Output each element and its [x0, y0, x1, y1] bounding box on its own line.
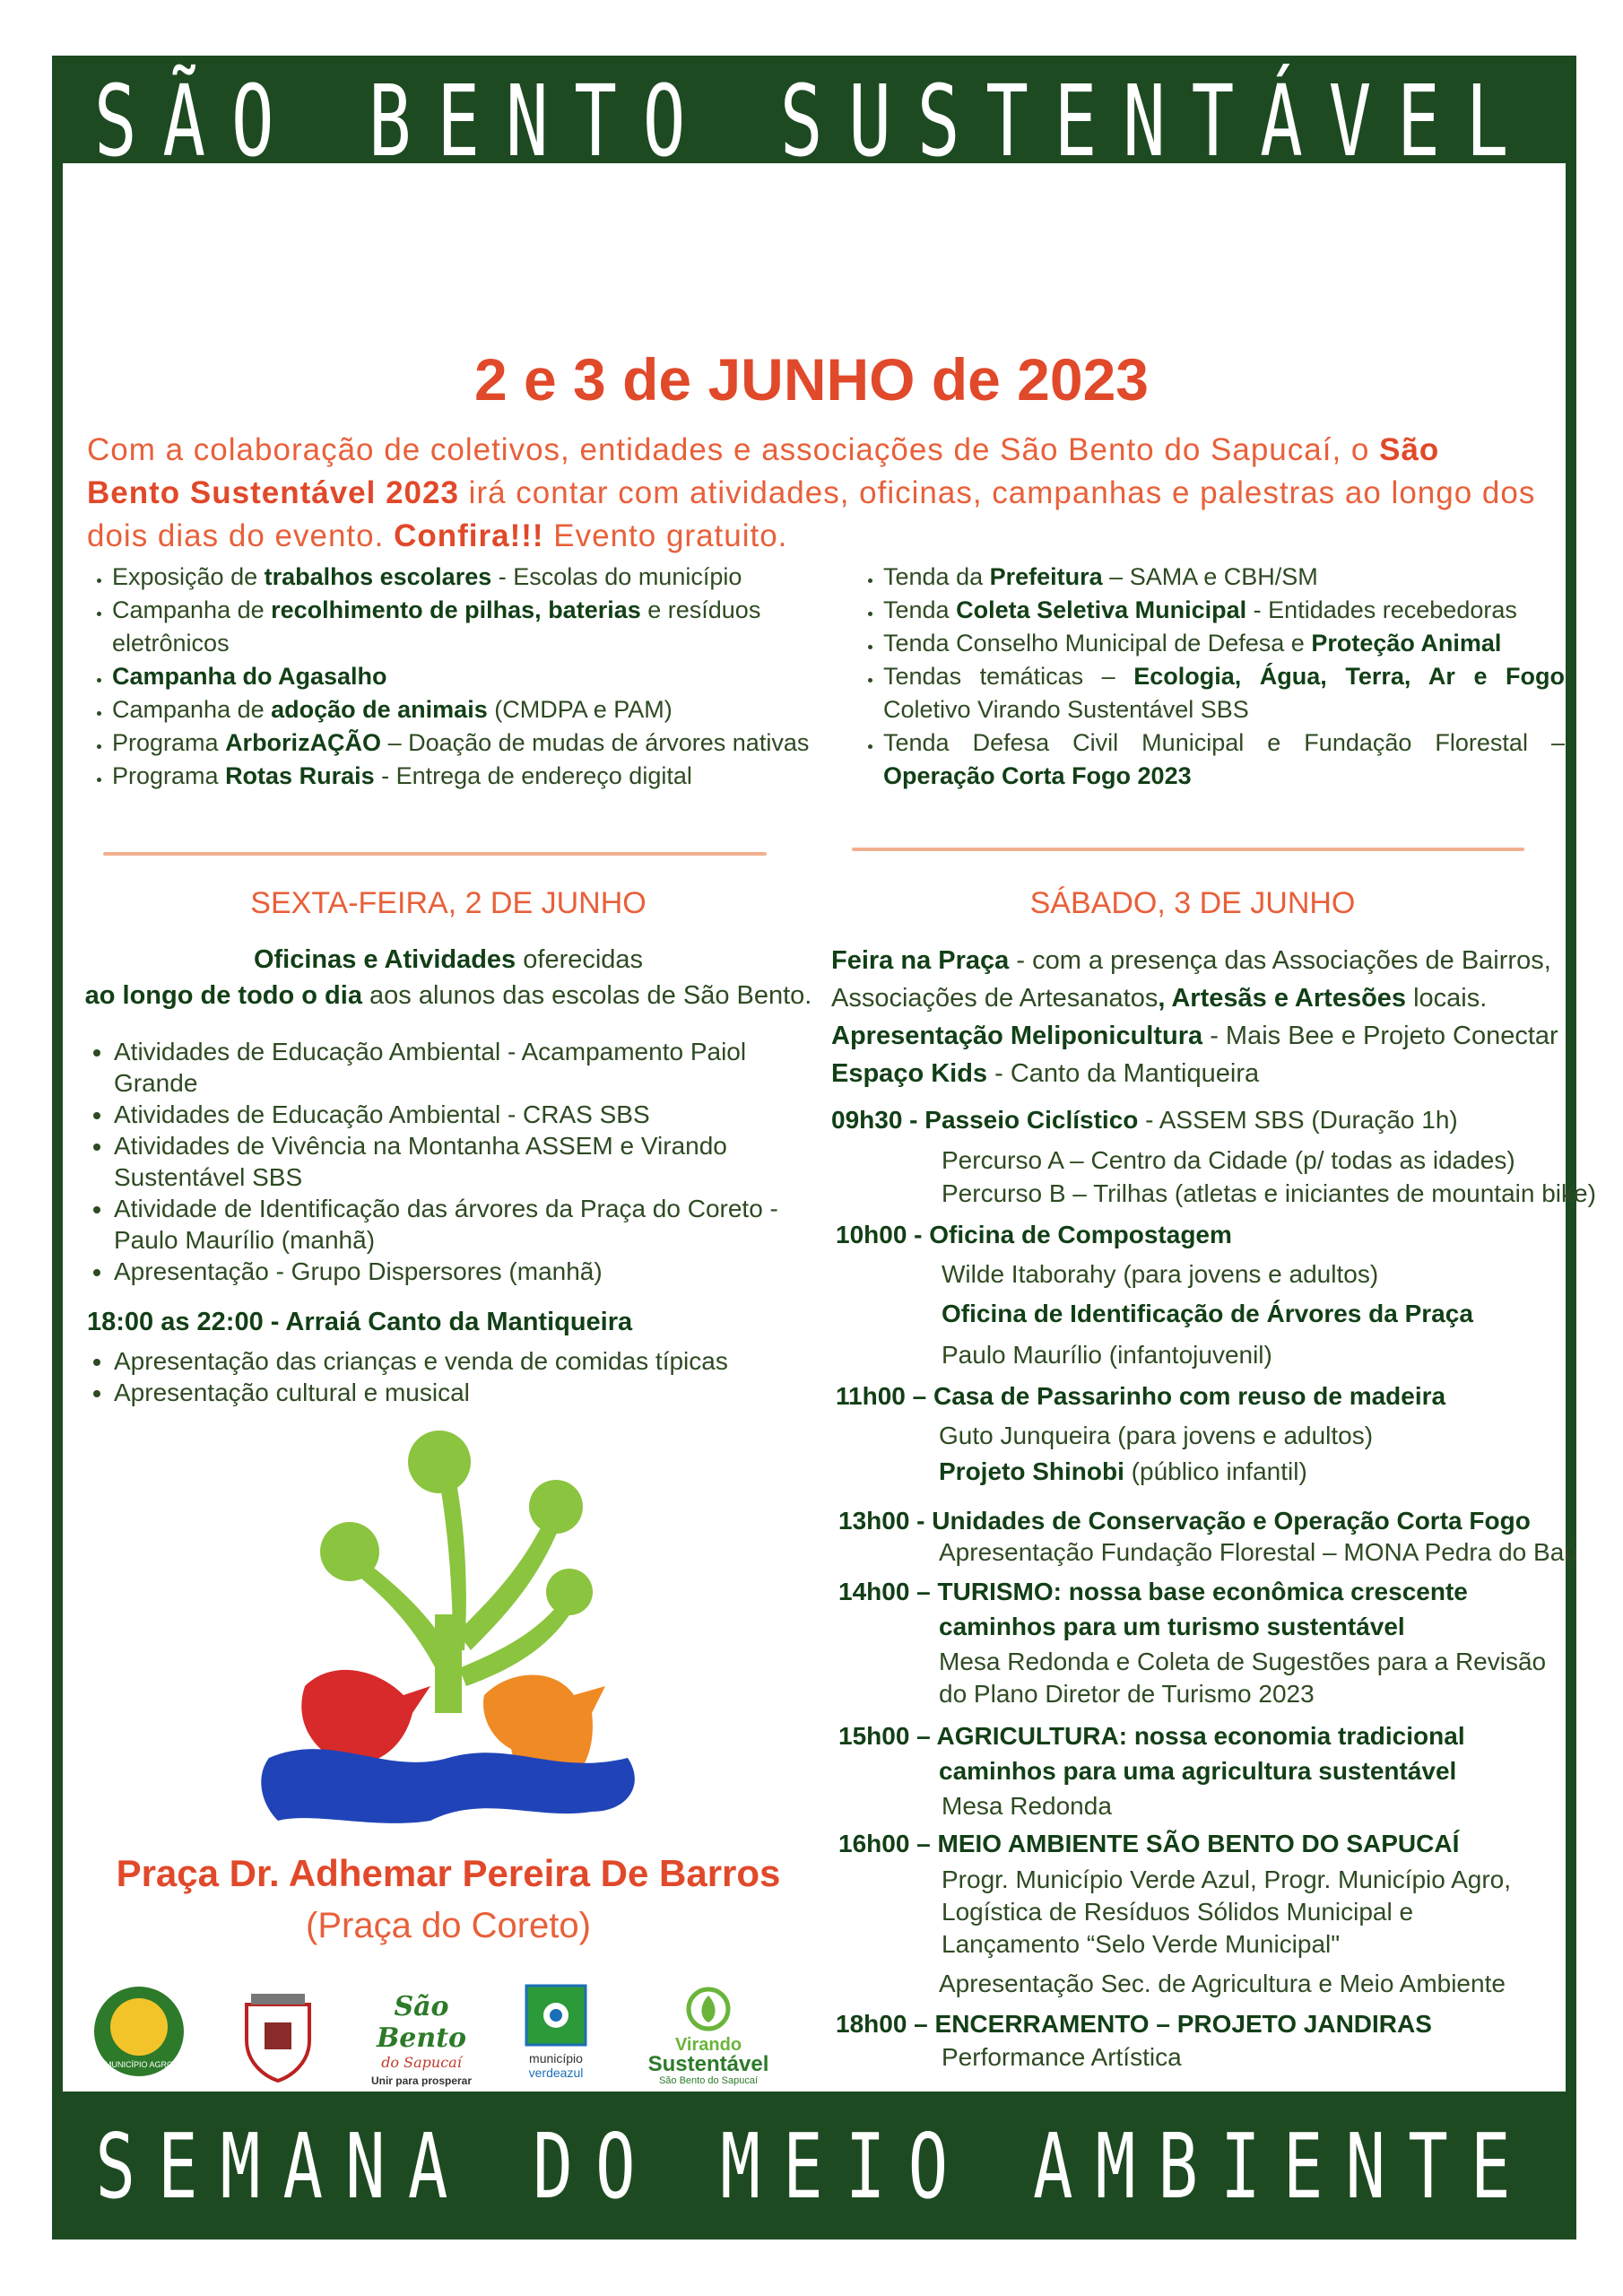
- list-item: • Programa Rotas Rurais - Entrega de endereço digital: [112, 760, 829, 793]
- list-item: • Tenda da Prefeitura – SAMA e CBH/SM: [883, 561, 1565, 594]
- friday-evening-title: 18:00 as 22:00 - Arraiá Canto da Mantiqueira: [87, 1308, 633, 1336]
- list-item: • Apresentação das crianças e venda de comidas típicas: [114, 1345, 831, 1377]
- event-line: Mesa Redonda e Coleta de Sugestões para a Revisão: [939, 1648, 1547, 1675]
- event-title: 13h00 - Unidades de Conservação e Operação Corta Fogo: [838, 1507, 1531, 1535]
- venue-name: Praça Dr. Adhemar Pereira De Barros: [116, 1852, 781, 1894]
- right-activity-list: [856, 561, 1565, 793]
- event-title: 14h00 – TURISMO: nossa base econômica crescente: [838, 1578, 1468, 1605]
- event-line: do Plano Diretor de Turismo 2023: [939, 1680, 1315, 1708]
- intro-text-1: Com a colaboração de coletivos, entidades e associações de São Bento do Sapucaí, o: [87, 432, 1380, 467]
- tree-illustration: [251, 1426, 664, 1830]
- event-line: Progr. Município Verde Azul, Progr. Município Agro,: [942, 1866, 1512, 1893]
- left-activity-list: [85, 561, 829, 793]
- event-bold-line: caminhos para um turismo sustentável: [939, 1613, 1405, 1640]
- event-line: Performance Artística: [942, 2043, 1182, 2071]
- leaf-icon: [686, 1987, 731, 2031]
- sao-bento-logo-slogan: Unir para prosperar: [370, 2074, 473, 2087]
- sao-bento-logo-sub: do Sapucaí: [381, 2054, 462, 2071]
- sao-bento-logo: [363, 1991, 480, 2087]
- saturday-intro: Feira na Praça - com a presença das Associações de Bairros, Associações de Artesanatos, Artesãs e Artesões locais. Apresentação Meliponicultura - Mais Bee e Projeto Conectar Espaço Kids - Canto da Mantiqueira: [831, 946, 1558, 1088]
- event-line: Percurso B – Trilhas (atletas e iniciantes de mountain bike): [942, 1179, 1596, 1207]
- event-title: 11h00 – Casa de Passarinho com reuso de madeira: [836, 1382, 1446, 1410]
- saturday-heading: SÁBADO, 3 DE JUNHO: [1029, 886, 1356, 920]
- event-line: Percurso A – Centro da Cidade (p/ todas as idades): [942, 1146, 1515, 1174]
- virando-logo-text-3: São Bento do Sapucaí: [658, 2075, 759, 2086]
- event-bold-line: Oficina de Identificação de Árvores da Praça: [942, 1300, 1473, 1327]
- municipio-agro-logo: [90, 1982, 188, 2081]
- friday-heading: SEXTA-FEIRA, 2 DE JUNHO: [250, 886, 647, 920]
- event-line: Lançamento “Selo Verde Municipal": [942, 1930, 1341, 1958]
- virando-logo-text-2: Sustentável: [647, 2052, 769, 2076]
- virando-sustentavel-logo: [637, 1987, 780, 2086]
- friday-intro: Oficinas e Atividades oferecidas ao longo de todo o dia aos alunos das escolas de São Bento.: [84, 945, 812, 1010]
- intro-paragraph: [87, 429, 1540, 558]
- event-line: Wilde Itaborahy (para jovens e adultos): [942, 1260, 1379, 1288]
- verdeazul-logo-text-1: município: [529, 2051, 583, 2066]
- sao-bento-logo-name: São Bento: [376, 1991, 467, 2054]
- list-item: • Exposição de trabalhos escolares - Escolas do município: [112, 561, 829, 594]
- separator-right: [852, 848, 1524, 851]
- list-item: • Tendas temáticas – Ecologia, Água, Terra, Ar e Fogo Coletivo Virando Sustentável SBS: [883, 660, 1565, 726]
- list-item: • Atividade de Identificação das árvores da Praça do Coreto - Paulo Maurílio (manhã): [114, 1193, 831, 1256]
- intro-text-3: Evento gratuito.: [543, 518, 788, 553]
- list-item: • Programa ArborizAÇÃO – Doação de mudas de árvores nativas: [112, 726, 829, 760]
- intro-text-2: irá contar com atividades, oficinas, campanhas e palestras ao longo dos dois dias do evento.: [87, 475, 1536, 553]
- event-bold-line: Projeto Shinobi (público infantil): [939, 1457, 1307, 1485]
- event-line: Mesa Redonda: [942, 1792, 1112, 1820]
- event-title: 09h30 - Passeio Ciclístico - ASSEM SBS (Duração 1h): [831, 1106, 1458, 1134]
- event-bold-line: caminhos para uma agricultura sustentável: [939, 1757, 1457, 1785]
- list-item: • Campanha de adoção de animais (CMDPA e PAM): [112, 693, 829, 726]
- verdeazul-logo: [520, 1984, 592, 2080]
- event-title: 10h00 - Oficina de Compostagem: [836, 1221, 1232, 1248]
- svg-text:MUNICÍPIO AGRO: MUNICÍPIO AGRO: [104, 2060, 174, 2069]
- header-title: SÃO BENTO SUSTENTÁVEL: [93, 63, 1535, 178]
- friday-evening-list: [87, 1345, 831, 1408]
- event-title: 15h00 – AGRICULTURA: nossa economia tradicional: [838, 1722, 1465, 1750]
- event-line: Apresentação Sec. de Agricultura e Meio Ambiente: [939, 1970, 1506, 1997]
- verdeazul-icon: [525, 1984, 587, 2047]
- list-item: • Atividades de Educação Ambiental - CRAS SBS: [114, 1099, 831, 1130]
- list-item: • Tenda Defesa Civil Municipal e Fundação Florestal – Operação Corta Fogo 2023: [883, 726, 1565, 793]
- event-line: Apresentação Fundação Florestal – MONA Pedra do Baú: [939, 1538, 1578, 1566]
- list-item: • Atividades de Vivência na Montanha ASSEM e Virando Sustentável SBS: [114, 1130, 831, 1193]
- list-item: • Campanha de recolhimento de pilhas, baterias e resíduos eletrônicos: [112, 594, 829, 660]
- event-line: Logística de Resíduos Sólidos Municipal e: [942, 1898, 1414, 1926]
- list-item: • Atividades de Educação Ambiental - Acampamento Paiol Grande: [114, 1036, 831, 1099]
- list-item: • Apresentação cultural e musical: [114, 1377, 831, 1408]
- venue-alias: (Praça do Coreto): [306, 1906, 591, 1945]
- intro-event-name: São Bento Sustentável 2023: [87, 432, 1440, 510]
- event-line: Guto Junqueira (para jovens e adultos): [939, 1422, 1374, 1449]
- list-item: • Tenda Conselho Municipal de Defesa e Proteção Animal: [883, 627, 1565, 660]
- event-title: 16h00 – MEIO AMBIENTE SÃO BENTO DO SAPUCAÍ: [838, 1830, 1460, 1857]
- list-item: • Campanha do Agasalho: [112, 660, 829, 693]
- friday-activity-list: [87, 1036, 831, 1287]
- virando-logo-text-1: Virando: [674, 2035, 742, 2055]
- verdeazul-logo-text-2: verdeazul: [528, 2066, 584, 2080]
- coat-of-arms-logo: [233, 1987, 323, 2085]
- event-date: 2 e 3 de JUNHO de 2023: [473, 346, 1150, 413]
- event-line: Paulo Maurílio (infantojuvenil): [942, 1341, 1272, 1369]
- intro-confira: Confira!!!: [394, 518, 544, 553]
- event-title: 18h00 – ENCERRAMENTO – PROJETO JANDIRAS: [836, 2010, 1432, 2038]
- separator-left: [103, 852, 767, 856]
- footer-title: SEMANA DO MEIO AMBIENTE: [95, 2113, 1533, 2219]
- list-item: • Apresentação - Grupo Dispersores (manhã): [114, 1256, 831, 1287]
- list-item: • Tenda Coleta Seletiva Municipal - Entidades recebedoras: [883, 594, 1565, 627]
